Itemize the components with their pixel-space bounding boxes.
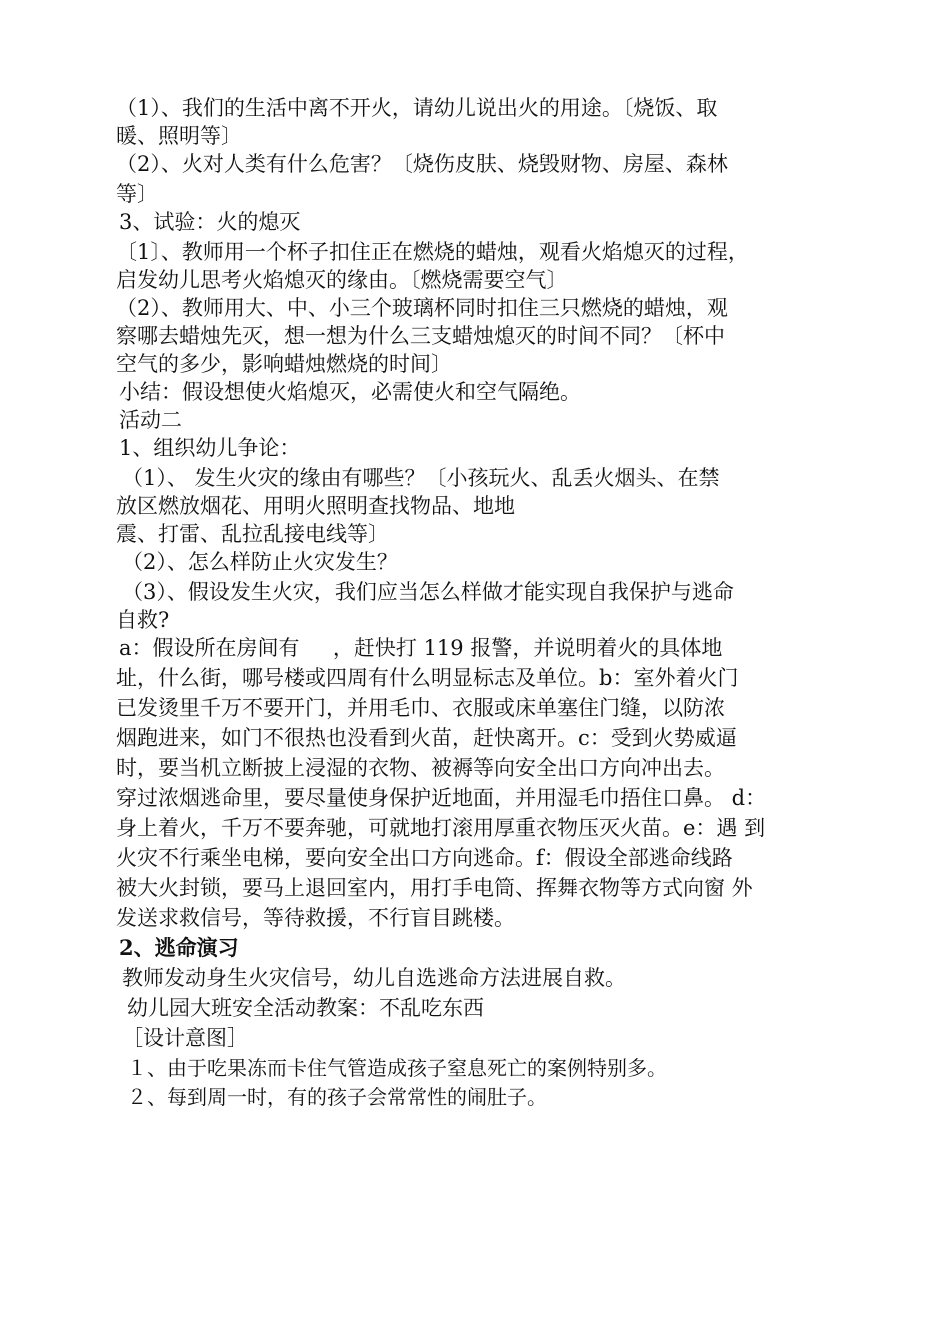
section-heading: 1、组织幼儿争论： [119,436,301,460]
section-heading: 3、试验：火的熄灭 [119,210,301,234]
text-line: 身上着火，千万不要奔驰，可就地打滚用厚重衣物压灭火苗。e：遇 到 [116,816,766,840]
text-line: 发送求救信号，等待救援，不行盲目跳楼。 [116,906,515,930]
text-line: 址，什么街，哪号楼或四周有什么明显标志及单位。b：室外着火门 [116,666,739,690]
section-heading: 2、逃命演习 [119,935,239,960]
text-line: 震、打雷、乱拉乱接电线等〕 [116,522,389,546]
text-line: 穿过浓烟逃命里，要尽量使身保护近地面，并用湿毛巾捂住口鼻。 d： [116,786,767,810]
text-line: 火灾不行乘坐电梯，要向安全出口方向逃命。f：假设全部逃命线路 [116,846,733,870]
text-line: 时，要当机立断披上浸湿的衣物、被褥等向安全出口方向冲出去。 [116,756,725,780]
text-line: （1）、我们的生活中离不开火，请幼儿说出火的用途。〔烧饭、取 [116,96,718,120]
text-line: 烟跑进来，如门不很热也没看到火苗，赶快离开。c：受到火势威逼 [116,726,737,750]
text-line: 空气的多少，影响蜡烛燃烧的时间〕 [116,352,452,376]
summary-line: 小结：假设想使火焰熄灭，必需使火和空气隔绝。 [119,380,581,404]
text-line: （2）、火对人类有什么危害？〔烧伤皮肤、烧毁财物、房屋、森林 [116,152,728,176]
text-line: 放区燃放烟花、用明火照明查找物品、地地 [116,494,515,518]
text-line: （2）、教师用大、中、小三个玻璃杯同时扣住三只燃烧的蜡烛，观 [116,296,728,320]
text-line: 暖、照明等〕 [116,124,242,148]
text-line: １、由于吃果冻而卡住气管造成孩子窒息死亡的案例特别多。 [127,1056,667,1080]
text-line: 被大火封锁，要马上退回室内，用打手电筒、挥舞衣物等方式向窗 外 [116,876,753,900]
text-line: 教师发动身生火灾信号，幼儿自选逃命方法进展自救。 [122,966,626,990]
text-line: 已发烫里千万不要开门，并用毛巾、衣服或床单塞住门缝，以防浓 [116,696,725,720]
text-line: （3）、假设发生火灾，我们应当怎么样做才能实现自我保护与逃命 [122,580,734,604]
text-line: 察哪去蜡烛先灭，想一想为什么三支蜡烛熄灭的时间不同？〔杯中 [116,324,725,348]
document-body [116,94,916,1112]
text-line: 启发幼儿思考火焰熄灭的缘由。〔燃烧需要空气〕 [116,268,568,292]
text-line: 等〕 [116,182,158,206]
text-line: （1）、 发生火灾的缘由有哪些？〔小孩玩火、乱丢火烟头、在禁 [122,466,720,490]
text-line: （2）、怎么样防止火灾发生？ [122,550,398,574]
text-line: 自救? [116,608,170,632]
section-heading: 活动二 [119,408,182,432]
text-line: ２、每到周一时，有的孩子会常常性的闹肚子。 [127,1085,547,1109]
section-heading: ［设计意图］ [122,1026,248,1050]
lesson-title: 幼儿园大班安全活动教案：不乱吃东西 [127,996,484,1020]
text-line: a：假设所在房间有 ，赶快打 119 报警，并说明着火的具体地 [119,636,723,660]
text-line: 〔1〕、教师用一个杯子扣住正在燃烧的蜡烛，观看火焰熄灭的过程， [116,240,749,264]
